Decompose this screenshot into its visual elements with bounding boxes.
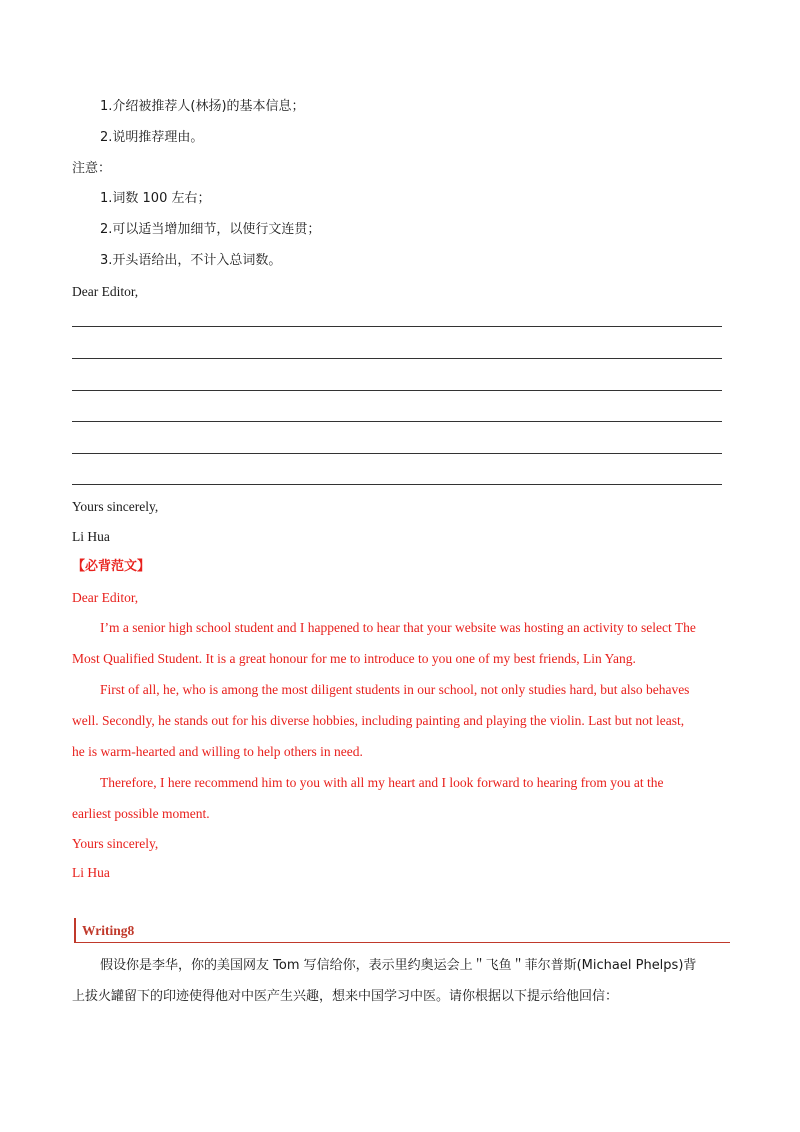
model-paragraph-3-line-2: earliest possible moment. bbox=[72, 806, 210, 821]
model-greeting: Dear Editor, bbox=[72, 590, 139, 605]
requirement-item-2: 2.说明推荐理由。 bbox=[100, 130, 204, 145]
section-heading-box bbox=[74, 918, 730, 943]
model-paragraph-2-line-1: First of all, he, who is among the most diligent students in our school, not only studies hard, but also behaves bbox=[100, 682, 690, 697]
answer-greeting: Dear Editor, bbox=[72, 284, 139, 299]
answer-line-2 bbox=[72, 358, 722, 359]
notice-item-1: 1.词数 100 左右； bbox=[100, 191, 211, 206]
answer-line-1 bbox=[72, 326, 722, 327]
answer-line-3 bbox=[72, 390, 722, 391]
task-line-1: 假设你是李华，你的美国网友 Tom 写信给你，表示里约奥运会上＂飞鱼＂菲尔普斯(Michael Phelps)背 bbox=[100, 958, 697, 973]
answer-line-5 bbox=[72, 453, 722, 454]
model-paragraph-3-line-1: Therefore, I here recommend him to you with all my heart and I look forward to hearing from you at the bbox=[100, 775, 664, 790]
model-paragraph-1-line-1: I’m a senior high school student and I happened to hear that your website was hosting an activity to select The bbox=[100, 620, 696, 635]
task-line-2: 上拔火罐留下的印迹使得他对中医产生兴趣，想来中国学习中医。请你根据以下提示给他回信： bbox=[72, 989, 619, 1004]
model-signature: Li Hua bbox=[72, 865, 110, 880]
requirement-item-1: 1.介绍被推荐人(林扬)的基本信息； bbox=[100, 99, 305, 114]
answer-signature: Li Hua bbox=[72, 529, 110, 544]
model-paragraph-2-line-2: well. Secondly, he stands out for his diverse hobbies, including painting and playing the violin. Last but not least, bbox=[72, 713, 685, 728]
notice-title: 注意： bbox=[72, 161, 112, 176]
notice-item-3: 3.开头语给出，不计入总词数。 bbox=[100, 253, 282, 268]
section-heading: Writing8 bbox=[82, 923, 135, 938]
answer-line-4 bbox=[72, 421, 722, 422]
answer-closing: Yours sincerely, bbox=[72, 499, 159, 514]
model-paragraph-2-line-3: he is warm-hearted and willing to help others in need. bbox=[72, 744, 363, 759]
answer-line-6 bbox=[72, 484, 722, 485]
model-essay-title: 【必背范文】 bbox=[72, 559, 151, 574]
model-paragraph-1-line-2: Most Qualified Student. It is a great honour for me to introduce to you one of my best friends, Lin Yang. bbox=[72, 651, 636, 666]
model-closing: Yours sincerely, bbox=[72, 836, 159, 851]
notice-item-2: 2.可以适当增加细节，以使行文连贯； bbox=[100, 222, 321, 237]
